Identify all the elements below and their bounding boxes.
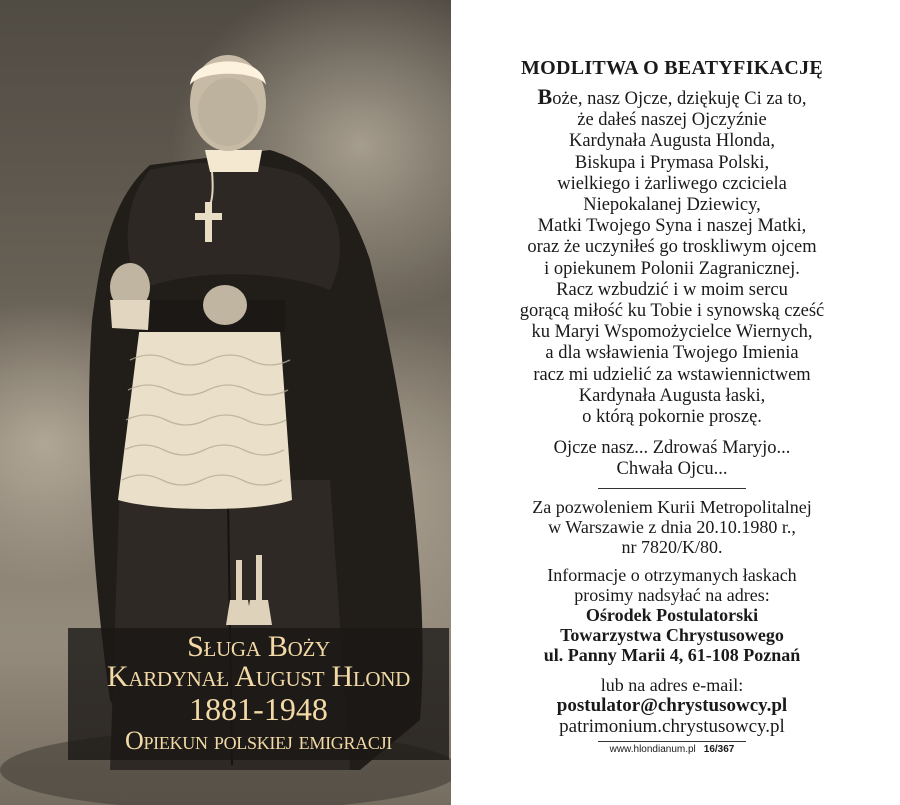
prayer-initial: B bbox=[537, 84, 553, 109]
website-address[interactable]: patrimonium.chrystusowcy.pl bbox=[559, 715, 785, 737]
prayer-line: że dałeś naszej Ojczyźnie bbox=[577, 110, 767, 131]
prayer-ending bbox=[462, 438, 882, 480]
caption-name: Kardynał August Hlond bbox=[106, 660, 411, 693]
prayer-line: ku Maryi Wspomożycielce Wiernych, bbox=[531, 322, 813, 343]
caption-servant-of-god: Sługa Boży bbox=[187, 630, 330, 663]
permission-line: w Warszawie z dnia 20.10.1980 r., bbox=[548, 516, 796, 537]
address-line: ul. Panny Marii 4, 61-108 Poznań bbox=[543, 644, 801, 665]
email-address[interactable]: postulator@chrystusowcy.pl bbox=[556, 694, 788, 716]
info-line: Informacje o otrzymanych łaskach bbox=[547, 564, 797, 585]
permission-line: nr 7820/K/80. bbox=[621, 536, 723, 557]
prayer-line: Racz wzbudzić i w moim sercu bbox=[556, 279, 788, 300]
caption-role: Opiekun polskiej emigracji bbox=[125, 726, 392, 755]
prayer-line: i opiekunem Polonii Zagranicznej. bbox=[544, 258, 800, 279]
divider bbox=[598, 488, 746, 489]
prayer-line: Kardynała Augusta łaski, bbox=[578, 385, 766, 406]
permission-line: Za pozwoleniem Kurii Metropolitalnej bbox=[532, 496, 812, 517]
prayer-line: Niepokalanej Dziewicy, bbox=[583, 195, 761, 216]
caption-years: 1881-1948 bbox=[189, 691, 328, 727]
address-line: Ośrodek Postulatorski bbox=[585, 604, 759, 625]
prayer-line: wielkiego i żarliwego czciciela bbox=[557, 173, 787, 194]
footer-page-number: 16/367 bbox=[703, 743, 735, 755]
contact-links bbox=[462, 695, 882, 737]
prayer-body bbox=[462, 86, 882, 428]
footer-site[interactable]: www.hlondianum.pl bbox=[609, 743, 696, 755]
email-intro: lub na adres e-mail: bbox=[600, 674, 744, 695]
prayer-line: Matki Twojego Syna i naszej Matki, bbox=[537, 216, 807, 237]
prayer-line: oraz że uczyniłeś go troskliwym ojcem bbox=[527, 237, 817, 258]
footer-divider bbox=[598, 741, 746, 742]
address-line: Towarzystwa Chrystusowego bbox=[560, 624, 784, 645]
ending-line: Ojcze nasz... Zdrowaś Maryjo... bbox=[553, 438, 791, 459]
prayer-text-panel bbox=[462, 56, 882, 756]
contact-info bbox=[462, 565, 882, 665]
prayer-line: a dla wsławienia Twojego Imienia bbox=[545, 343, 799, 364]
prayer-line: Kardynała Augusta Hlonda, bbox=[568, 131, 776, 152]
ending-line: Chwała Ojcu... bbox=[616, 459, 728, 480]
prayer-line: gorącą miłość ku Tobie i synowską cześć bbox=[519, 301, 825, 322]
footer bbox=[462, 744, 882, 756]
prayer-line: Biskupa i Prymasa Polski, bbox=[574, 152, 770, 173]
info-line: prosimy nadsyłać na adres: bbox=[574, 584, 770, 605]
prayer-title: MODLITWA O BEATYFIKACJĘ bbox=[520, 57, 824, 79]
prayer-line: o którą pokornie proszę. bbox=[582, 407, 762, 428]
prayer-line: racz mi udzielić za wstawiennictwem bbox=[533, 364, 811, 385]
church-permission bbox=[462, 497, 882, 557]
caption-box bbox=[68, 628, 449, 760]
prayer-line: Boże, nasz Ojcze, dziękuję Ci za to, bbox=[537, 84, 807, 109]
